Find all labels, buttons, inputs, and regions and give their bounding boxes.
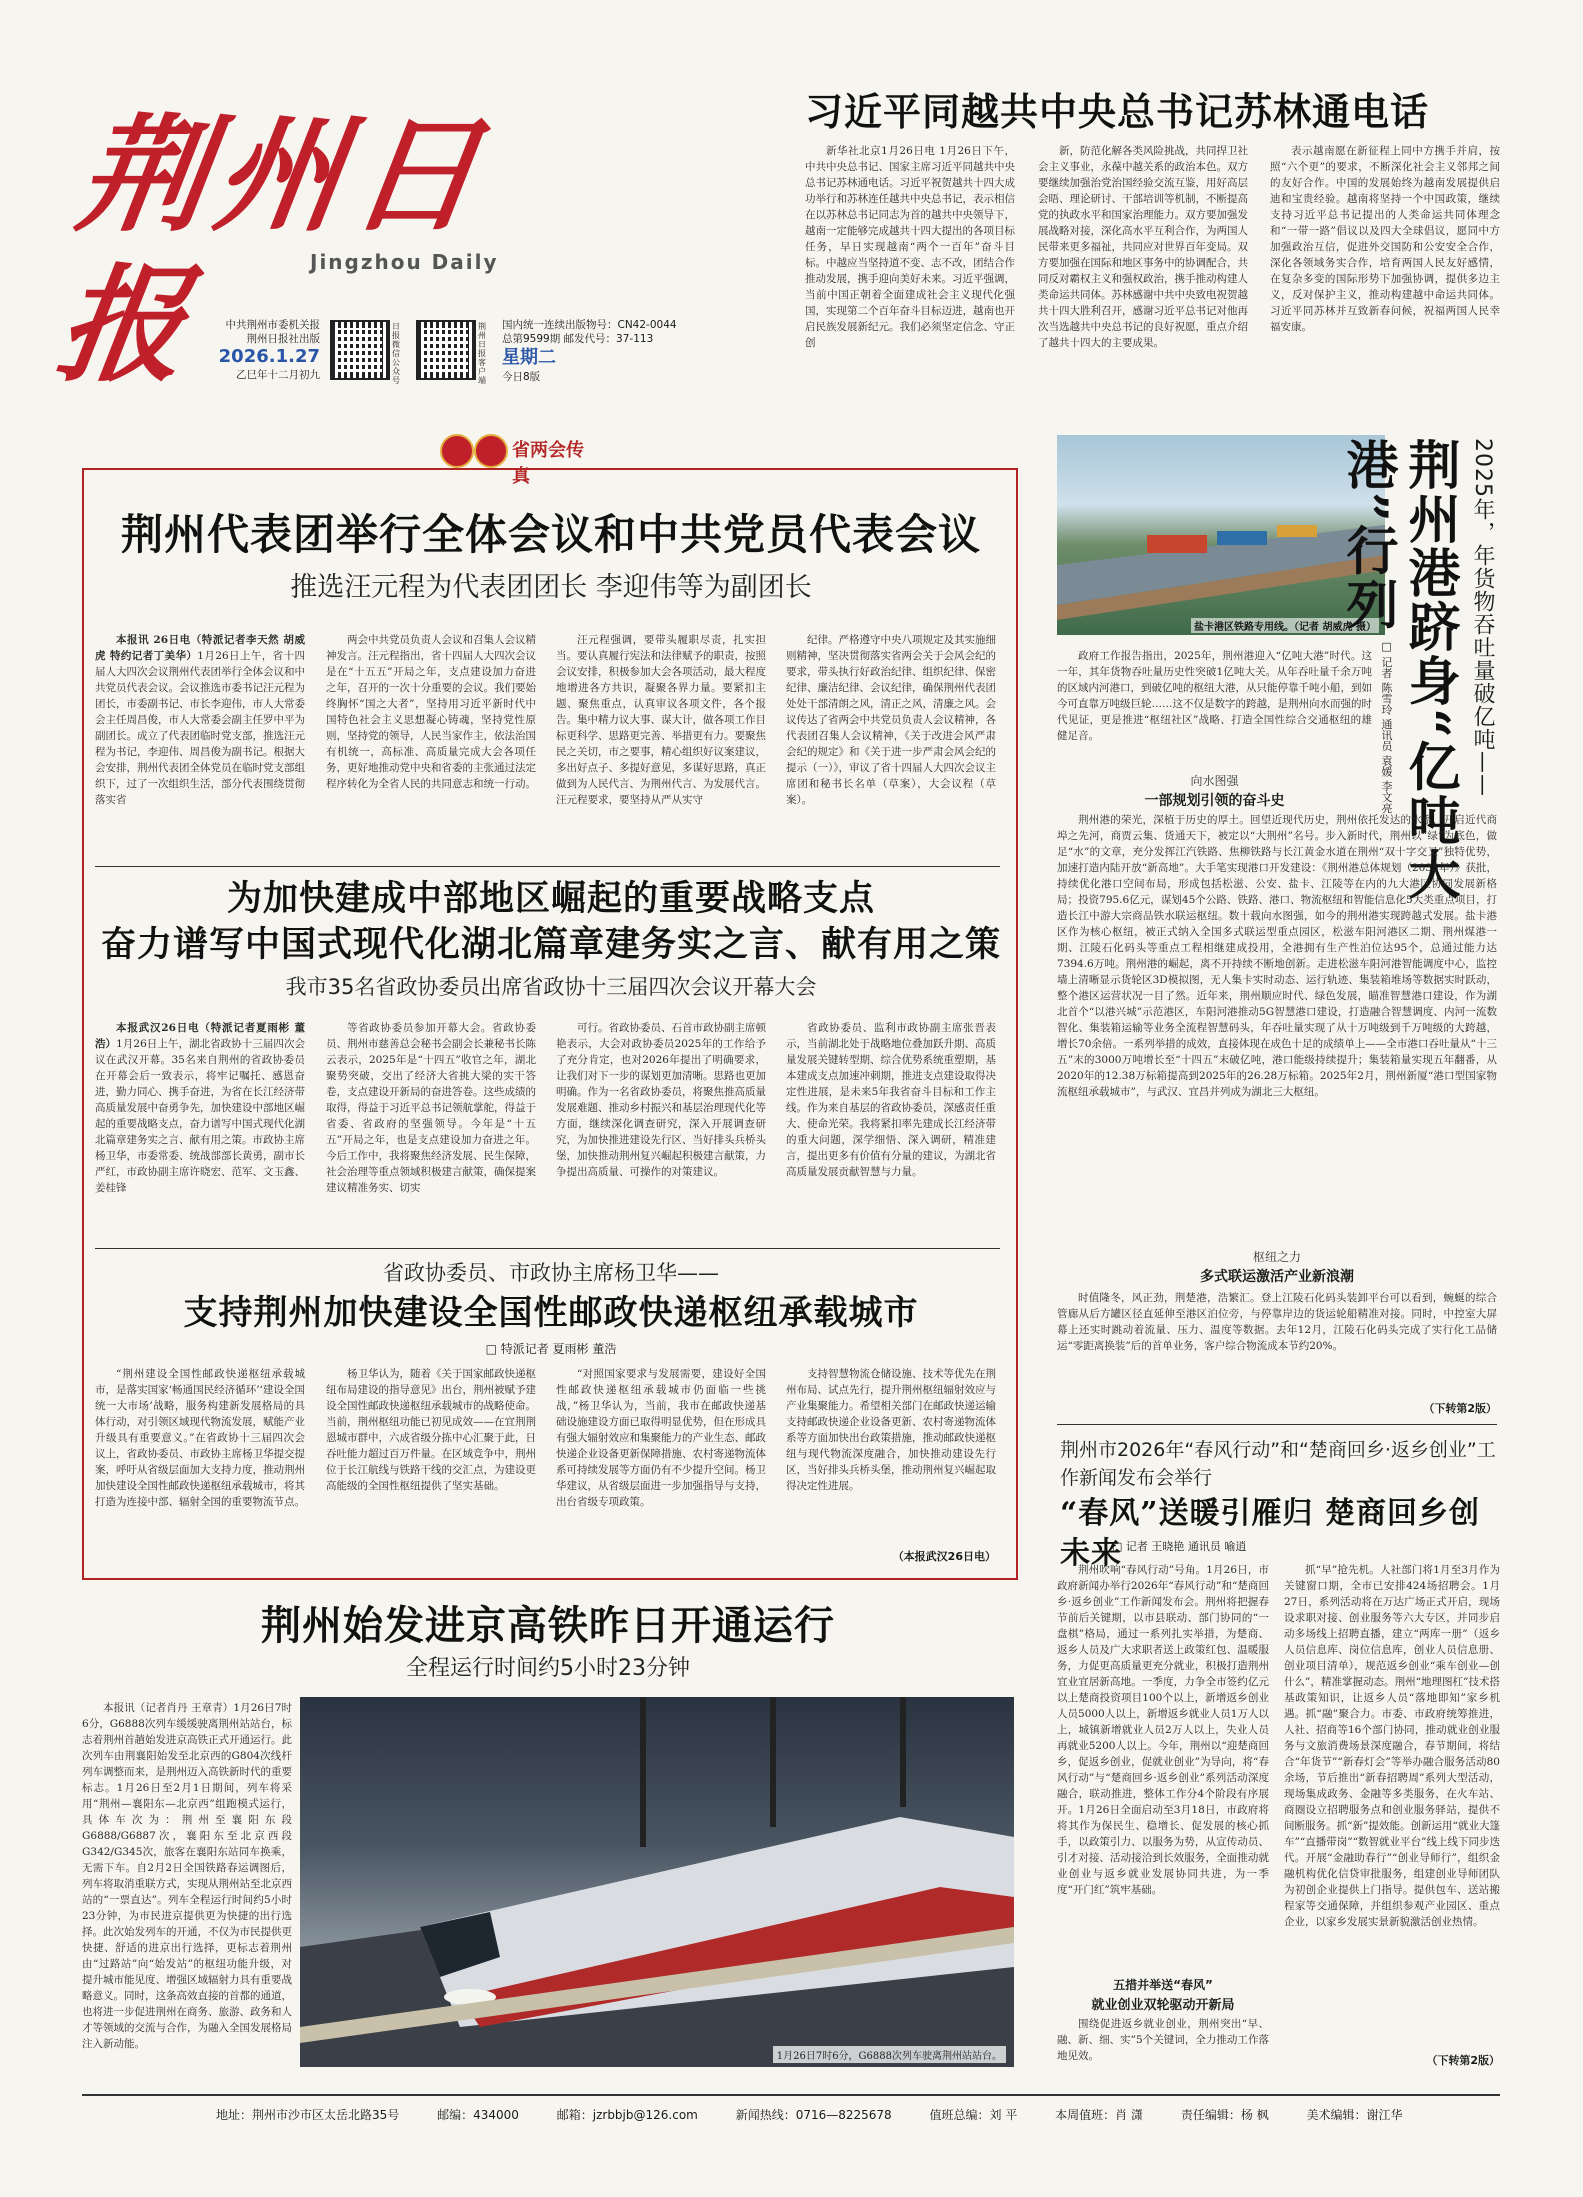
qr-code-app[interactable] bbox=[416, 320, 476, 380]
story5-mini-title: 就业创业双轮驱动开新局 bbox=[1091, 1998, 1235, 2013]
side-section1-title: 一部规划引领的奋斗史 bbox=[1144, 793, 1285, 809]
story5-mini-text: 围绕促进返乡就业创业，荆州突出“早、融、新、细、实”5个关键词，全力推动工作落地见效。 bbox=[1057, 2018, 1269, 2062]
side-section2-title: 多式联运激活产业新浪潮 bbox=[1200, 1269, 1354, 1285]
issue-date: 2026.1.27 bbox=[218, 346, 320, 367]
story3-col1: “荆州建设全国性邮政快递枢纽承载城市，是落实国家‘畅通国民经济循环’‘建设全国统一大市场’战略，服务构建新发展格局的具体行动，对引领区域现代物流发展，赋能产业升级具有重要意义。”在省政协十三届四次会议上，省政协委员、市政协主席杨卫华提交提案，呼吁从省级层面加大支持力度，推动荆州加快建设全国性邮政快递枢纽承载城市，将其打造为连接中部、辐射全国的重要物流节点。 bbox=[95, 1368, 305, 1508]
story3-dateline: （本报武汉26日电） bbox=[892, 1550, 996, 1563]
divider bbox=[95, 1248, 1000, 1249]
footer bbox=[216, 2106, 1506, 2123]
emblem-icon bbox=[440, 434, 474, 468]
footer-hotline: 新闻热线：0716—8225678 bbox=[735, 2108, 892, 2122]
hsr-photo-caption: 1月26日7时6分，G6888次列车驶离荆州站站台。 bbox=[773, 2046, 1006, 2063]
story2-col1: 本报武汉26日电（特派记者夏雨彬 董浩）1月26日上午，湖北省政协十三届四次会议在武汉开幕。35名来自荆州的省政协委员在开幕会后一致表示，将牢记嘱托、感恩奋进，勤力同心、携手奋进，为省在长江经济带高质量发展中奋勇争先，加快建设中部地区崛起的重要战略支点，奋力谱写中国式现代化湖北篇章建务实之言、献有用之策。市政协主席杨卫华，市委常委、统战部部长黄勇，副市长严红，市政协副主席许晓宏、范军、文玉鑫、姜桂锋 bbox=[95, 1022, 305, 1194]
story5-mini-kicker: 五措并举送“春风” bbox=[1113, 1978, 1213, 1992]
footer-rule bbox=[82, 2094, 1500, 2096]
qr-caption-app: 荆州日报客户端 bbox=[478, 322, 486, 385]
cn-number: 国内统一连续出版物号：CN42-0044 bbox=[502, 319, 677, 331]
story3-headline: 支持荆州加快建设全国性邮政快递枢纽承载城市 bbox=[183, 1293, 919, 1333]
port-photo-caption: 盐卡港区铁路专用线。（记者 胡威虎 摄） bbox=[1191, 618, 1379, 633]
page-count: 今日8版 bbox=[502, 371, 541, 383]
side-story-continued: （下转第2版） bbox=[1423, 1402, 1497, 1415]
story3-col2: 杨卫华认为，随着《关于国家邮政快递枢纽布局建设的指导意见》出台，荆州被赋予建设全国性邮政快递枢纽承载城市的战略使命。当前，荆州枢纽功能已初见成效——在宜荆荆恩城市群中，六成省级分拣中心汇聚于此，日吞吐能力超过百万件量。在区域竞争中，荆州位于长江航线与铁路干线的交汇点，为建设更高能级的全国性枢纽提供了坚实基础。 bbox=[326, 1368, 536, 1492]
story5-continued: （下转第2版） bbox=[1426, 2054, 1500, 2067]
footer-postcode: 邮编：434000 bbox=[437, 2108, 519, 2122]
side-story-kicker: 2025年，年货物吞吐量破亿吨—— bbox=[1470, 438, 1495, 797]
story5-kicker: 荆州市2026年“春风行动”和“楚商回乡·返乡创业”工作新闻发布会举行 bbox=[1060, 1439, 1496, 1489]
story2-headline2: 奋力谱写中国式现代化湖北篇章建务实之言、献有用之策 bbox=[100, 924, 1001, 965]
story3-col4: 支持智慧物流仓储设施、技术等优先在荆州布局、试点先行，提升荆州枢纽辐射效应与产业集聚能力。希望相关部门在邮政快递运输支持邮政快递企业设备更新、农村寄递物流体系等方面加快出台政策措施，推动邮政快递枢纽与现代物流深度融合，加快推动建设先行区，当好排头兵桥头堡，推动荆州复兴崛起取得决定性进展。 bbox=[786, 1368, 996, 1492]
side-story-headline: 荆州港跻身“亿吨大港”行列 bbox=[1337, 438, 1460, 902]
train-illustration bbox=[300, 1697, 1014, 2067]
footer-art-editor: 美术编辑：谢江华 bbox=[1306, 2108, 1403, 2122]
story4-headline: 荆州始发进京高铁昨日开通运行 bbox=[261, 1602, 835, 1649]
story2-subhead: 我市35名省政协委员出席省政协十三届四次会议开幕大会 bbox=[285, 975, 817, 999]
story1-col4: 纪律。严格遵守中央八项规定及其实施细则精神，坚决贯彻落实省两会关于会风会纪的要求，带头执行好政治纪律、组织纪律、保密纪律、廉洁纪律、会议纪律，确保荆州代表团处处干部清朗之风，清正之风，清廉之风。会议传达了省两会中共党员负责人会议精神，各代表团召集人会议精神，《关于改进会风严肃会纪的规定》和《关于进一步严肃会风会纪的提示（一）》，审议了省十四届人大四次会议主席团和秘书长名单（草案），大会议程（草案）。 bbox=[786, 634, 996, 806]
side-section2-kicker: 枢纽之力 bbox=[1252, 1250, 1301, 1264]
story2-headline1: 为加快建成中部地区崛起的重要战略支点 bbox=[226, 878, 875, 919]
divider bbox=[1057, 1424, 1497, 1425]
top-story-col3: 表示越南愿在新征程上同中方携手并肩，按照“六个更”的要求，不断深化社会主义邻邦之间的友好合作。中国的发展始终为越南发展提供启迪和宝贵经验。越南将坚持一个中国政策，继续支持习近平总书记提出的人类命运共同体理念和“一带一路”倡议以及四大全球倡议，愿同中方加强政治互信，促进外交国防和公安安全合作，深化各领域务实合作，培育两国人民友好感情，在复杂多变的国际形势下加强协调，提供多边主义，反对保护主义，推动构建越中命运共同体。习近平同苏林并互致新春问候，祝福两国人民幸福安康。 bbox=[1270, 145, 1500, 333]
story3-kicker: 省政协委员、市政协主席杨卫华—— bbox=[383, 1261, 719, 1285]
emblem-icon bbox=[474, 434, 508, 468]
qr-caption-wechat: 日报微信公众号 bbox=[392, 322, 400, 385]
hsr-train-photo bbox=[300, 1697, 1014, 2067]
publisher-line2: 荆州日报社出版 bbox=[246, 333, 320, 345]
story5-byline: □ 记者 王晓艳 通讯员 喻逍 bbox=[1112, 1540, 1247, 1553]
story1-col3: 汪元程强调，要带头履职尽责，扎实担当。要认真履行宪法和法律赋予的职责，按照会议安排，积极参加大会各项活动，最大程度地增进各方共识，凝聚各界力量。要紧扣主题、聚焦重点，认真审议各项文件，各个报告。集中精力议大事、谋大计，做各项工作目标更科学、思路更完善、举措更有力。要聚焦民之关切，市之要事，精心组织好议案建议，多出好点子、多提好意见，多谋好思路，真正做到为人民代言、为荆州代言、为发展代言。汪元程要求，要坚持从严从实守 bbox=[556, 634, 766, 806]
top-story-col2: 新，防范化解各类风险挑战，共同捍卫社会主义事业，永葆中越关系的政治本色。双方要继续加强治党治国经验交流互鉴，用好高层会晤、理论研讨、干部培训等机制，不断提高党的执政水平和国家治理能力。双方要加强发展战略对接，深化高水平互利合作，为两国人民带来更多福祉，共同应对世界百年变局。双方要加强在国际和地区事务中的协调配合，共同反对霸权主义和强权政治，携手推动构建人类命运共同体。苏林感谢中共中央致电祝贺越共十四大胜利召开，感谢习近平总书记对他再次当选越共中央总书记的良好祝愿，重点介绍了越共十四大的主要成果。 bbox=[1038, 145, 1248, 349]
footer-editor: 责任编辑：杨 枫 bbox=[1180, 2108, 1269, 2122]
story1-headline: 荆州代表团举行全体会议和中共党员代表会议 bbox=[120, 510, 981, 559]
story1-subhead: 推选汪元程为代表团团长 李迎伟等为副团长 bbox=[290, 572, 812, 603]
footer-week-duty: 本周值班：肖 潇 bbox=[1055, 2108, 1143, 2122]
weekday: 星期二 bbox=[502, 347, 556, 368]
lianghui-label: 省两会传真 bbox=[512, 440, 584, 487]
story5-col2: 抓“早”抢先机。人社部门将1月至3月作为关键窗口期，全市已安排424场招聘会。1月27日，系列活动将在万达广场正式开启，现场设求职对接、创业服务等六大专区，并同步启动多场线上招聘直播，建立“两库一册”（返乡人员信息库、岗位信息库，创业人员信息册、创业项目清单），规范返乡创业“乘车创业—创什么”，精准掌握动态。荆州“地理图杠”技术搭基政策知识，让返乡人员“落地即知”家乡机遇。抓“融”聚合力。市委、市政府统筹推进，人社、招商等16个部门协同，推动就业创业服务与文旅消费场景深度融合，春节期间，将结合“年货节”“新春灯会”等举办融合服务活动80余场，节后推出“新春招聘周”系列大型活动，现场集成政务、金融等多类服务，在火车站、商圈设立招聘服务点和创业服务驿站，提供不间断服务。抓“新”提效能。创新运用“就业大篷车”“直播带岗”“数智就业平台”线上线下同步迭代。开展“金融助春行”“创业导师行”，组织金融机构优化信贷审批服务，组建创业导师团队为初创企业提供上门指导。提供包车、送站搬程家等交通保障，并组织参观产业园区、重点企业，以家乡发展实景新貌激活创业热情。 bbox=[1284, 1564, 1500, 1928]
story3-col3: “对照国家要求与发展需要，建设好全国性邮政快递枢纽承载城市仍面临一些挑战，”杨卫华认为，当前，我市在邮政快递基础设施建设方面已取得明显优势，但在形成具有强大辐射效应和集聚能力的产业生态、邮政快递企业设备更新保障措施、农村寄递物流体系可持续发展等方面仍有不少提升空间。杨卫华建议，从省级层面进一步加强指导与支持，出台省级专项政策。 bbox=[556, 1368, 766, 1508]
publisher-line1: 中共荆州市委机关报 bbox=[225, 319, 320, 331]
story4-text: 本报讯（记者肖丹 王章青）1月26日7时6分，G6888次列车缓缓驶离荆州站站台，标志着荆州首趟始发进京高铁正式开通运行。此次列车由荆襄阳始发至北京西的G804次线杆列车调整而来，是荆州迈入高铁新时代的重要标志。1月26日至2月1日期间，列车将采用“荆州—襄阳东—北京西”组跑模式运行，具体车次为：荆州至襄阳东段G6888/G6887次，襄阳东至北京西段G342/G345次，旅客在襄阳东站同车换乘，无需下车。自2月2日全国铁路春运调图后，列车将取消重联方式，实现从荆州站至北京西站的“一票直达”。列车全程运行时间约5小时23分钟，为市民进京提供更为快捷的出行选择。此次始发列车的开通，不仅为市民提供更快捷、舒适的进京出行选择，更标志着荆州由“过路站”向“始发站”的枢纽功能升级，对提升城市能见度、增强区域辐射力具有重要战略意义。同时，这条高效直接的首都的通道，也将进一步促进荆州在商务、旅游、政务和人才等领域的交流与合作，为融入全国发展格局注入新动能。 bbox=[82, 1702, 292, 2050]
story1-col1: 本报讯 26日电（特派记者李天然 胡威虎 特约记者丁美华）1月26日上午，省十四届人大四次会议荆州代表团举行全体会议和中共党员代表会议。会议推选市委书记汪元程为团长，市委副书记、市长李迎伟，市人大常委会主任周昌俊，市人大常委会副主任罗中平为副团长。成立了代表团临时党支部，推选汪元程为书记，李迎伟、周昌俊为副书记。根据大会安排，荆州代表团全体党员在临时党支部组织下，过了一次组织生活，部分代表围绕贯彻落实省 bbox=[95, 634, 305, 806]
side-section1-kicker: 向水图强 bbox=[1190, 774, 1239, 788]
story1-col2: 两会中共党员负责人会议和召集人会议精神发言。汪元程指出，省十四届人大四次会议是在“十五五”开局之年，支点建设加力奋进之年，召开的一次十分重要的会议。我们要始终胸怀“国之大者”，坚持用习近平新时代中国特色社会主义思想凝心铸魂，坚持党性原则，坚持党的领导，人民当家作主，依法治国有机统一，高标准、高质量完成大会各项任务，更好地推动党中央和省委的主张通过法定程序转化为全省人民的共同意志和统一行动。 bbox=[326, 634, 536, 790]
side-story-intro: 政府工作报告指出，2025年，荆州港迎入“亿吨大港”时代。这一年，其年货物吞吐量历史性突破1亿吨大关。从年吞吐量千余万吨的区域内河港口，到破亿吨的枢纽大港，从只能停靠千吨小船，到如今可直靠万吨级巨轮……这不仅是数字的跨越，是荆州向水而强的时代见证，更是推进“枢纽社区”战略、打造全国性综合交通枢纽的雄健足音。 bbox=[1057, 650, 1372, 742]
story4-subhead: 全程运行时间约5小时23分钟 bbox=[406, 1656, 690, 1681]
divider bbox=[95, 866, 1000, 867]
qr-code-wechat[interactable] bbox=[330, 320, 390, 380]
story2-col4: 省政协委员、监利市政协副主席张晋表示，当前湖北处于战略地位叠加跃升期、高质量发展关键转型期、综合优势系统重塑期，基本建成支点加速冲刺期，推进支点建设取得决定性进展，是未来5年我省奋斗目标和工作主线。作为来自基层的省政协委员，深感责任重大、使命光荣。我将紧扣率先建成长江经济带的重大问题，深学细悟、深入调研，精准建言，提出更多有价值有分量的建议，为湖北省高质量发展贡献智慧与力量。 bbox=[786, 1022, 996, 1178]
lianghui-badge bbox=[440, 432, 600, 487]
masthead-info bbox=[180, 318, 800, 392]
story5-headline: “春风”送暖引雁归 楚商回乡创未来 bbox=[1060, 1496, 1480, 1571]
top-story-headline: 习近平同越共中央总书记苏林通电话 bbox=[805, 90, 1430, 134]
footer-chief-editor: 值班总编：刘 平 bbox=[929, 2108, 1018, 2122]
footer-email[interactable]: 邮箱：jzrbbjb@126.com bbox=[556, 2108, 698, 2122]
story5-col1: 荆州吹响“春风行动”号角。1月26日，市政府新闻办举行2026年“春风行动”和“楚商回乡·返乡创业”工作新闻发布会。荆州将把握春节前后关键期，以市县联动、部门协同的“一盘棋”格局，通过一系列扎实举措，为楚商、返乡人员及广大求职者送上政策红包、温暖服务，力促更高质量更充分就业，积极打造荆州宜业宜居新高地。一季度，力争全市签约亿元以上楚商投资项目100个以上，新增返乡创业人员5000人以上，新增返乡就业人员1万人以上，城镇新增就业人员2万人以上，失业人员再就业5200人以上。今年，荆州以“迎楚商回乡，促返乡创业，促就业创业”为导向，将“春风行动”与“楚商回乡·返乡创业”系列活动深度融合，联动推进，整体工作分4个阶段有序展开。1月26日全面启动至3月18日，市政府将将其作为保民生、稳增长、促发展的核心抓手，以政策引力、以服务为势，从宣传动员、引才对接、活动接洽到长效服务，全面推动就业创业与返乡就业发展协同共进，为一季度“开门红”筑牢基础。 bbox=[1057, 1564, 1269, 1896]
footer-address: 地址：荆州市沙市区太岳北路35号 bbox=[216, 2108, 400, 2122]
story2-col2: 等省政协委员参加开幕大会。省政协委员、荆州市慈善总会秘书会副会长兼秘书长陈云表示，2025年是“十四五”收官之年，湖北聚势突破，交出了经济大省挑大梁的实干答卷，支点建设开新局的奋进答卷。这些成绩的取得，得益于习近平总书记领航掌舵，得益于省委、省政府的坚强领导。今年是“十五五”开局之年，也是支点建设加力奋进之年。今后工作中，我将聚焦经济发展、民生保障，社会治理等重点领域积极建言献策，确保提案建议精准务实、切实 bbox=[326, 1022, 536, 1194]
side-section2-text: 时值隆冬，风正劲，荆楚港，浩繁汇。登上江陵石化码头装卸平台可以看到，蜿蜒的综合管廊从后方罐区径直延伸至港区泊位旁，与停靠岸边的货运轮船精准对接。同时，中控室大屏幕上还实时跳动着流量、压力、温度等数据。去年12月，江陵石化码头完成了实行化工品储运“零距离换装”后的首单业务，客户综合物流成本节约20%。 bbox=[1057, 1292, 1497, 1352]
top-story-col1: 新华社北京1月26日电 1月26日下午，中共中央总书记、国家主席习近平同越共中央总书记苏林通电话。习近平祝贺越共十四大成功举行和苏林连任越共中央总书记，表示相信在以苏林总书记同志为首的越共中央领导下，越南一定能够完成越共十四大提出的各项目标任务，早日实现越南“两个一百年”奋斗目标。中越应当坚持道不变、志不改，团结合作推动发展，携手迎向美好未来。习近平强调，当前中国正朝着全面建成社会主义现代化强国，实现第二个百年奋斗目标迈进，越南也开启民族发展新纪元。我们必须坚定信念、守正创 bbox=[805, 145, 1015, 349]
serial-number: 总第9599期 邮发代号：37-113 bbox=[502, 333, 654, 345]
side-story-byline: □ 记者 陈雪玲 通讯员 袁媛 李文亮 bbox=[1380, 640, 1393, 814]
masthead-pinyin: Jingzhou Daily bbox=[310, 250, 499, 274]
story2-col3: 可行。省政协委员、石首市政协副主席顿艳表示，大会对政协委员2025年的工作给予了充分肯定，也对2026年提出了明确要求，让我们对下一步的谋划更加清晰。思路也更加明确。作为一名省政协委员，将聚焦推高质量发展难题、推动乡村振兴和基层治理现代化等方面，继续深化调查研究，深入开展调查研究，为加快推进建设先行区、当好排头兵桥头堡，加快推动荆州复兴崛起积极建言献策，力争提出高质量、可操作的对策建议。 bbox=[556, 1022, 766, 1178]
side-section1-text: 荆州港的荣光，深植于历史的厚土。回望近现代历史，荆州依托发达的水系，开启近代商埠之先河，商贾云集、货通天下，被定以“大荆州”名号。步入新时代，荆州以“绿”为底色，做足“水”的文章，充分发挥江汽铁路、焦柳铁路与长江黄金水道在荆州“双十字交叉”独特优势，加速打造内陆开放“新高地”。大手笔实现港口开发建设：《荆州港总体规划（2035年）》获批，持续优化港口空间布局，形成包括松滋、公安、盐卡、江陵等在内的九大港区协同发展新格局；投资795.6亿元，谋划45个公路、铁路、港口、物流枢纽和智能信息化5大类重点项目，打造长江中游大宗商品铁水联运枢纽。数十载向水图强，如今的荆州港实现跨越式发展。盐卡港区作为核心枢纽，被正式纳入全国多式联运型重点园区，松滋车阳河港区二期、荆州煤港一期、江陵石化码头等重点工程相继建成投用，全港拥有生产性泊位达95个，总通过能力达7394.6万吨。荆州港的崛起，离不开持续不断地创新。走进松滋车阳河港智能调度中心，监控墙上清晰显示货轮区3D模拟图，无人集卡实时动态、运行轨迹、集装箱堆场等数据实时跃动，整个港区运营状况一目了然。近年来，荆州顺应时代、绿色发展，瞄准智慧港口建设，作为湖北首个“以港兴城”示范港区，车阳河港推动5G智慧港口建设，打造融合智慧调度、内河一流数智化、集装箱运输等业务全流程智慧码头，年吞吐量实现了从十万吨级到千万吨级的大跨越，增长70余倍。一系列举措的成效，直接体现在成色十足的成绩单上——全市港口吞吐量从“十三五”末的3000万吨增长至“十四五”末破亿吨，港口能级持续提升；集装箱量实现五年翻番，从2020年的12.38万标箱提高到2025年的26.28万标箱。2025年2月，荆州新厦“港口型国家物流枢纽承载城市”，与武汉、宜昌并列成为湖北三大枢纽。 bbox=[1057, 814, 1497, 1098]
lunar-date: 乙巳年十二月初九 bbox=[236, 369, 320, 381]
masthead-logo: 荆州日报 bbox=[49, 101, 499, 399]
story3-byline: □ 特派记者 夏雨彬 董浩 bbox=[485, 1342, 617, 1356]
